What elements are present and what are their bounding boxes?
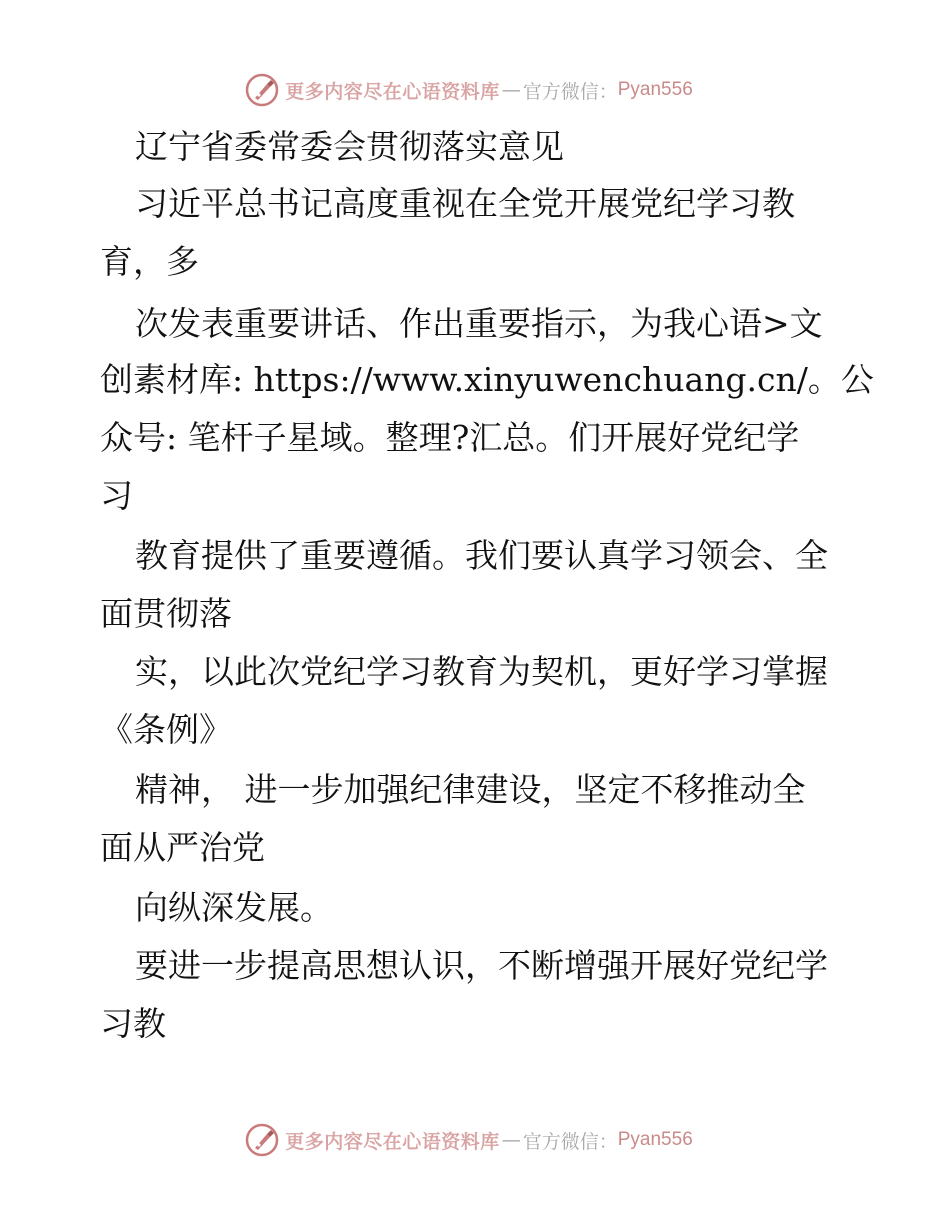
doc-line-wrap: 面贯彻落 (100, 594, 232, 633)
watermark-group (245, 73, 693, 107)
watermark-banner-bottom (0, 1120, 950, 1160)
watermark-label: 官方微信： (522, 1130, 618, 1153)
doc-line-wrap: 习教 (100, 1004, 166, 1043)
doc-line-wrap: 创素材库: https://www.xinyuwenchuang.cn/。公 (100, 360, 874, 399)
doc-line-wrap: 众号: 笔杆子星域。整理?汇总。们开展好党纪学 (100, 418, 800, 457)
doc-line: 要进一步提高思想认识，不断增强开展好党纪学 (135, 946, 828, 985)
watermark-group (245, 1123, 693, 1157)
doc-line: 实，以此次党纪学习教育为契机，更好学习掌握 (135, 652, 828, 691)
watermark-wechat-id: Pyan556 (617, 79, 693, 100)
doc-line: 习近平总书记高度重视在全党开展党纪学习教 (135, 184, 795, 223)
doc-title: 辽宁省委常委会贯彻落实意见 (135, 127, 564, 166)
doc-line-wrap: 《条例》 (100, 710, 232, 749)
fountain-pen-logo-icon (245, 73, 279, 107)
watermark-title: 更多内容尽在心语资料库 (285, 1130, 500, 1153)
watermark-wechat-id: Pyan556 (617, 1129, 693, 1150)
doc-line-wrap: 育，多 (100, 242, 199, 281)
watermark-banner-top (0, 70, 950, 110)
doc-line: 教育提供了重要遵循。我们要认真学习领会、全 (135, 536, 828, 575)
doc-line: 向纵深发展。 (135, 888, 333, 927)
watermark-separator: — (501, 79, 521, 101)
doc-line-wrap: 习 (100, 476, 133, 515)
watermark-separator: — (501, 1129, 521, 1151)
watermark-label: 官方微信： (522, 80, 618, 103)
doc-line-wrap: 面从严治党 (100, 828, 265, 867)
fountain-pen-logo-icon (245, 1123, 279, 1157)
watermark-title: 更多内容尽在心语资料库 (285, 80, 500, 103)
doc-line: 精神， 进一步加强纪律建设，坚定不移推动全 (135, 770, 806, 809)
doc-line: 次发表重要讲话、作出重要指示，为我心语>文 (135, 304, 823, 343)
